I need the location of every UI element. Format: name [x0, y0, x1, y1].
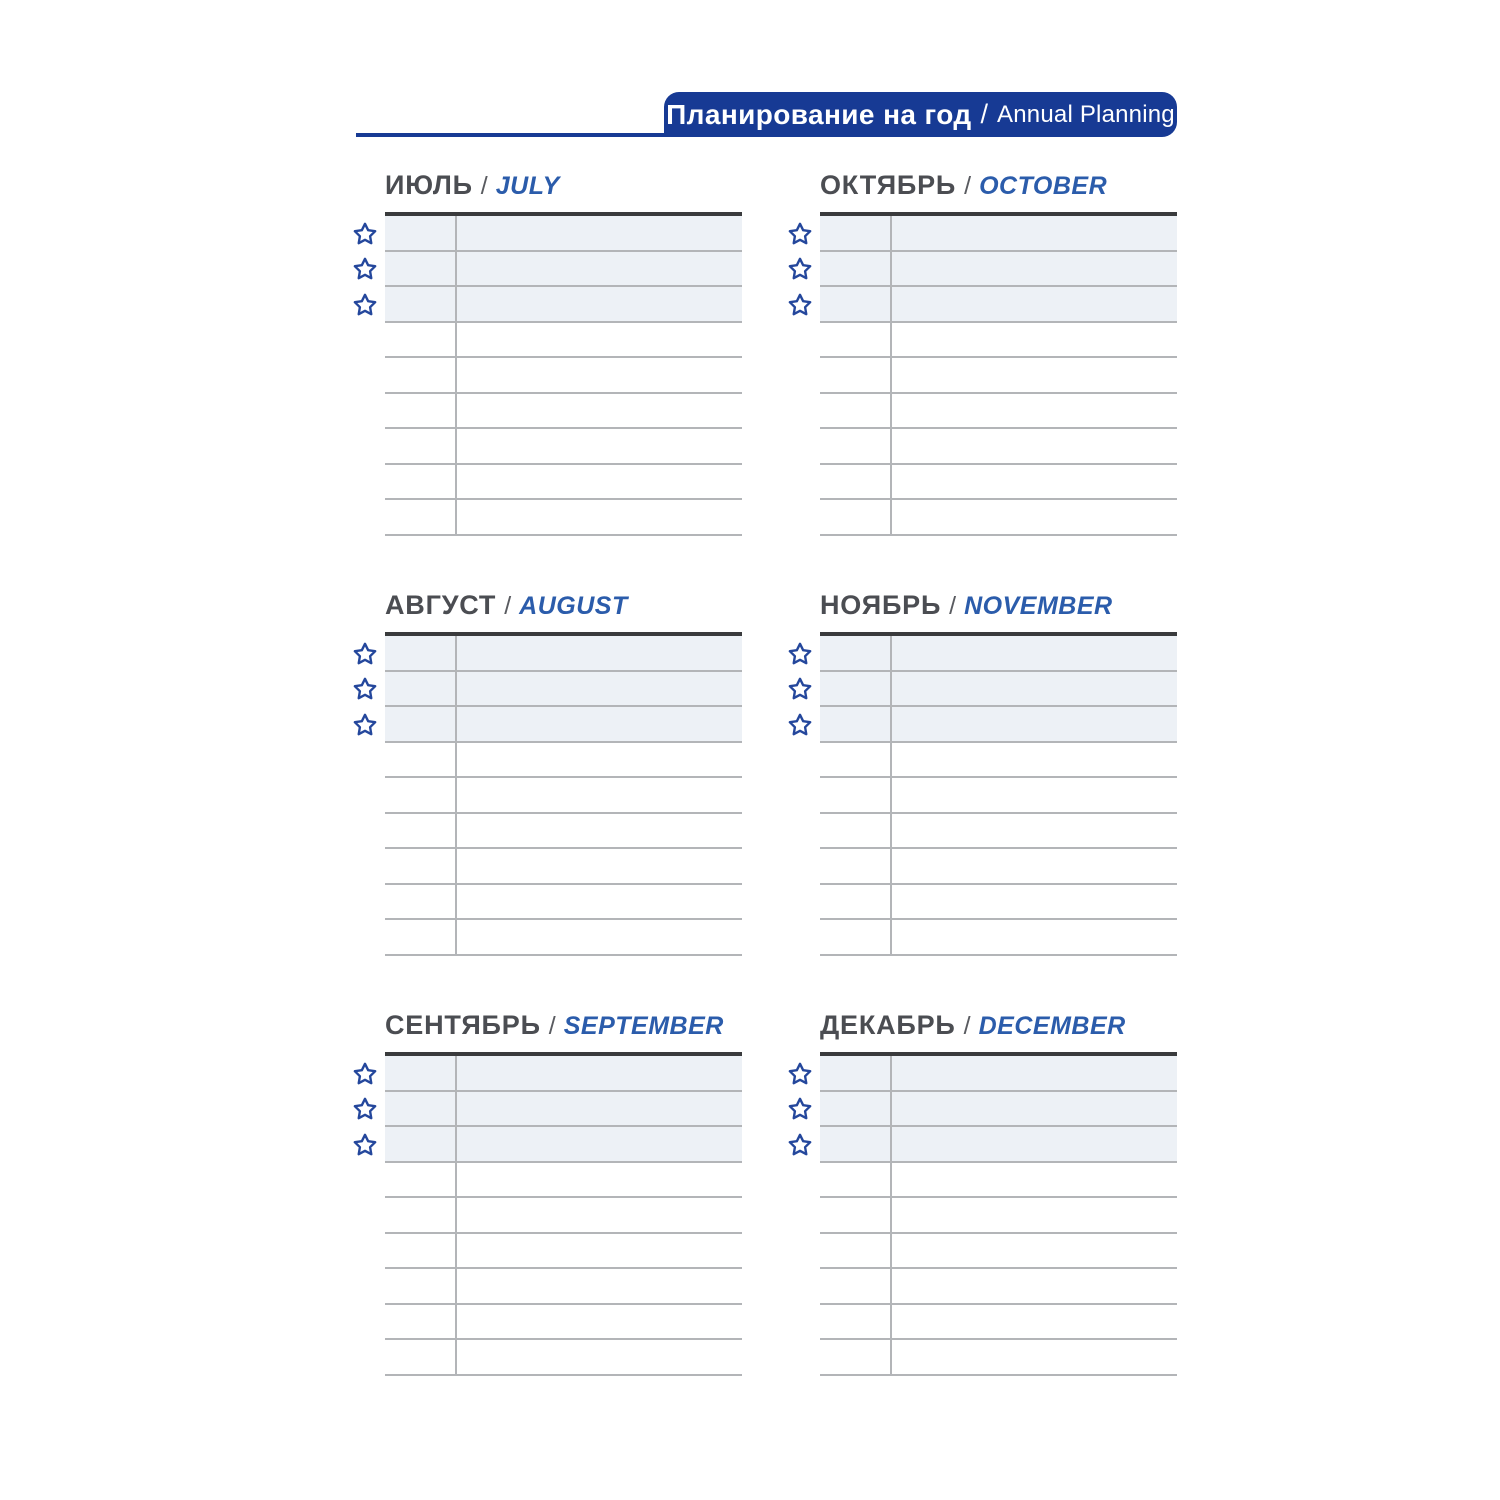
- star-icon: [787, 641, 813, 667]
- month-section-december: [820, 1010, 1177, 1376]
- month-table: [820, 1052, 1177, 1376]
- priority-entry-row: [820, 707, 1177, 743]
- month-label: [820, 590, 1113, 622]
- priority-entry-row: [820, 287, 1177, 323]
- star-icon: [787, 1096, 813, 1122]
- month-section-september: [385, 1010, 742, 1376]
- entry-row: [385, 358, 742, 394]
- star-icon: [352, 256, 378, 282]
- month-name-ru: АВГУСТ: [385, 590, 497, 620]
- month-label: [385, 590, 628, 622]
- month-label: [820, 170, 1107, 202]
- star-icon: [352, 292, 378, 318]
- priority-star: [352, 1127, 378, 1163]
- priority-entry-row: [820, 1056, 1177, 1092]
- entry-row: [385, 500, 742, 536]
- priority-entry-row: [385, 707, 742, 743]
- date-note-divider: [890, 636, 892, 956]
- entry-row: [820, 1305, 1177, 1341]
- entry-row: [385, 1305, 742, 1341]
- entry-row: [820, 394, 1177, 430]
- entry-row: [820, 500, 1177, 536]
- priority-entry-row: [385, 287, 742, 323]
- entry-row: [820, 920, 1177, 956]
- priority-entry-row: [820, 252, 1177, 288]
- entry-row: [385, 1198, 742, 1234]
- priority-star: [787, 636, 813, 672]
- priority-star: [352, 636, 378, 672]
- date-note-divider: [455, 216, 457, 536]
- month-name-ru: ДЕКАБРЬ: [820, 1010, 956, 1040]
- header-underline: [356, 133, 664, 137]
- entry-row: [385, 394, 742, 430]
- priority-entry-row: [385, 636, 742, 672]
- star-icon: [787, 1061, 813, 1087]
- month-name-en: JULY: [495, 172, 560, 200]
- entry-row: [385, 1269, 742, 1305]
- star-icon: [787, 676, 813, 702]
- entry-row: [385, 1234, 742, 1270]
- entry-row: [385, 920, 742, 956]
- entry-row: [820, 323, 1177, 359]
- month-name-en: AUGUST: [519, 592, 628, 620]
- month-name-en: DECEMBER: [978, 1012, 1126, 1040]
- entry-row: [820, 1269, 1177, 1305]
- priority-entry-row: [820, 636, 1177, 672]
- entry-row: [385, 429, 742, 465]
- date-note-divider: [455, 636, 457, 956]
- priority-star: [352, 287, 378, 323]
- priority-star: [787, 216, 813, 252]
- month-label: [385, 170, 560, 202]
- entry-row: [820, 778, 1177, 814]
- entry-row: [385, 885, 742, 921]
- month-label: [385, 1010, 724, 1042]
- month-table: [385, 632, 742, 956]
- entry-row: [820, 814, 1177, 850]
- star-icon: [787, 712, 813, 738]
- entry-row: [385, 849, 742, 885]
- month-section-august: [385, 590, 742, 956]
- month-slash: /: [964, 172, 972, 200]
- priority-star: [352, 1092, 378, 1128]
- star-icon: [352, 1061, 378, 1087]
- month-name-en: NOVEMBER: [964, 592, 1113, 620]
- priority-entry-row: [385, 1056, 742, 1092]
- priority-entry-row: [820, 672, 1177, 708]
- date-note-divider: [890, 1056, 892, 1376]
- priority-star: [352, 1056, 378, 1092]
- priority-star: [352, 216, 378, 252]
- month-slash: /: [480, 172, 488, 200]
- page-title-ru: Планирование на год: [666, 98, 972, 130]
- priority-entry-row: [820, 1127, 1177, 1163]
- priority-entry-row: [820, 216, 1177, 252]
- priority-entry-row: [385, 216, 742, 252]
- page-title-en: Annual Planning: [997, 100, 1175, 128]
- month-slash: /: [949, 592, 957, 620]
- entry-row: [385, 1163, 742, 1199]
- month-section-november: [820, 590, 1177, 956]
- page-header: [664, 92, 1177, 137]
- priority-star: [787, 252, 813, 288]
- date-note-divider: [890, 216, 892, 536]
- priority-star: [787, 1092, 813, 1128]
- priority-star: [352, 707, 378, 743]
- month-table: [385, 212, 742, 536]
- month-slash: /: [963, 1012, 971, 1040]
- priority-star: [787, 287, 813, 323]
- priority-star: [352, 672, 378, 708]
- entry-row: [820, 1163, 1177, 1199]
- month-name-en: SEPTEMBER: [563, 1012, 724, 1040]
- month-name-ru: НОЯБРЬ: [820, 590, 942, 620]
- star-icon: [352, 676, 378, 702]
- star-icon: [787, 221, 813, 247]
- month-table: [385, 1052, 742, 1376]
- star-icon: [352, 221, 378, 247]
- entry-row: [385, 465, 742, 501]
- date-note-divider: [455, 1056, 457, 1376]
- entry-row: [385, 323, 742, 359]
- priority-star: [787, 707, 813, 743]
- priority-star: [352, 252, 378, 288]
- month-name-ru: ОКТЯБРЬ: [820, 170, 957, 200]
- entry-row: [385, 743, 742, 779]
- entry-row: [820, 1340, 1177, 1376]
- month-name-ru: СЕНТЯБРЬ: [385, 1010, 541, 1040]
- star-icon: [787, 1132, 813, 1158]
- priority-star: [787, 1056, 813, 1092]
- month-name-ru: ИЮЛЬ: [385, 170, 473, 200]
- month-slash: /: [548, 1012, 556, 1040]
- priority-entry-row: [385, 672, 742, 708]
- month-section-october: [820, 170, 1177, 536]
- entry-row: [820, 743, 1177, 779]
- entry-row: [820, 465, 1177, 501]
- page-title-separator: /: [980, 99, 989, 129]
- priority-star: [787, 1127, 813, 1163]
- entry-row: [385, 814, 742, 850]
- entry-row: [385, 1340, 742, 1376]
- entry-row: [820, 849, 1177, 885]
- entry-row: [820, 358, 1177, 394]
- priority-entry-row: [820, 1092, 1177, 1128]
- entry-row: [385, 778, 742, 814]
- entry-row: [820, 885, 1177, 921]
- month-section-july: [385, 170, 742, 536]
- star-icon: [787, 292, 813, 318]
- month-slash: /: [504, 592, 512, 620]
- priority-entry-row: [385, 252, 742, 288]
- entry-row: [820, 1234, 1177, 1270]
- star-icon: [352, 712, 378, 738]
- star-icon: [352, 641, 378, 667]
- entry-row: [820, 1198, 1177, 1234]
- priority-entry-row: [385, 1092, 742, 1128]
- month-name-en: OCTOBER: [979, 172, 1108, 200]
- month-table: [820, 632, 1177, 956]
- month-label: [820, 1010, 1126, 1042]
- entry-row: [820, 429, 1177, 465]
- priority-star: [787, 672, 813, 708]
- star-icon: [352, 1096, 378, 1122]
- priority-entry-row: [385, 1127, 742, 1163]
- month-table: [820, 212, 1177, 536]
- star-icon: [352, 1132, 378, 1158]
- star-icon: [787, 256, 813, 282]
